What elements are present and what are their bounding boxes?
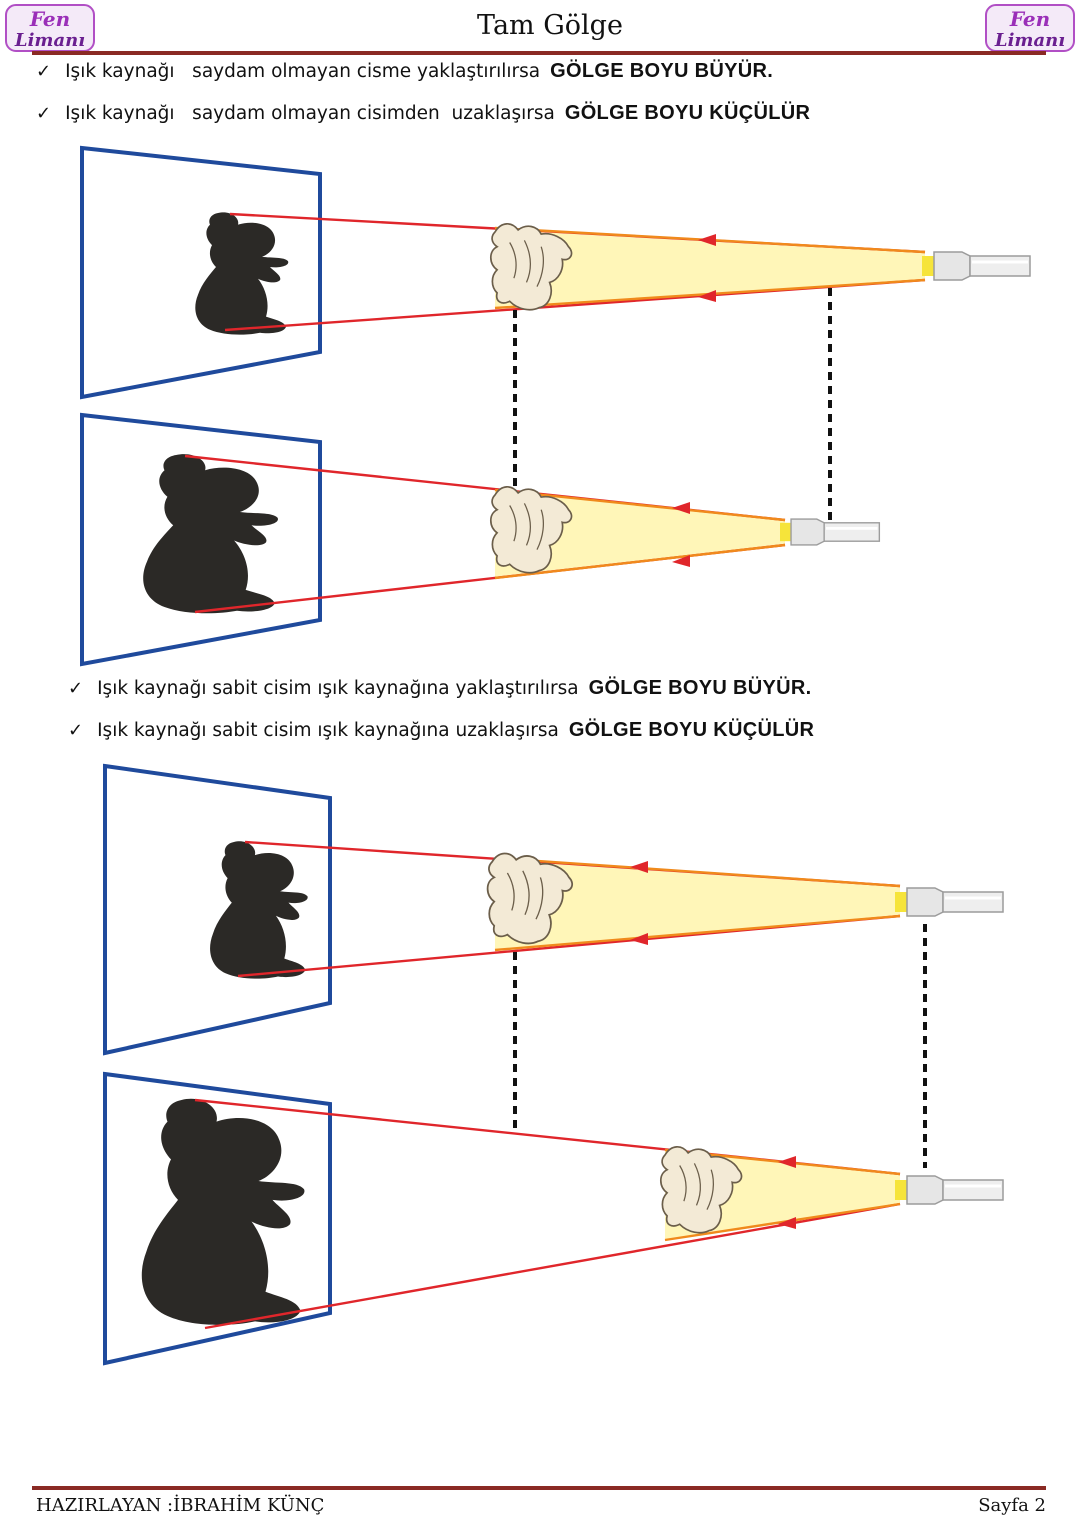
flashlight	[895, 888, 1003, 916]
bullet-emphasis: GÖLGE BOYU BÜYÜR.	[550, 60, 774, 82]
bullet-item	[36, 60, 773, 83]
bullet-text: Işık kaynağı sabit cisim ışık kaynağına yaklaştırılırsa	[97, 678, 579, 699]
flashlight	[895, 1176, 1003, 1204]
svg-text:Fen: Fen	[1009, 7, 1051, 31]
bullet-emphasis: GÖLGE BOYU KÜÇÜLÜR	[568, 719, 815, 741]
bullet-emphasis: GÖLGE BOYU BÜYÜR.	[588, 677, 812, 699]
bullet-emphasis: GÖLGE BOYU KÜÇÜLÜR	[564, 102, 811, 124]
bullet-item	[36, 102, 810, 125]
check-icon: ✓	[36, 61, 52, 82]
svg-text:Limanı: Limanı	[14, 30, 86, 51]
footer-rule	[32, 1486, 1046, 1490]
bullet-item	[68, 677, 812, 700]
flashlight	[922, 252, 1030, 280]
shadow-diagram-object-moved	[0, 760, 1080, 1370]
shadow-diagram-source-moved	[0, 140, 1080, 670]
footer-author: HAZIRLAYAN :İBRAHİM KÜNÇ	[36, 1495, 325, 1516]
fen-limani-logo-right	[984, 2, 1076, 54]
header-rule	[32, 51, 1046, 55]
svg-text:Fen: Fen	[29, 7, 71, 31]
check-icon: ✓	[68, 678, 84, 699]
bullet-text: Işık kaynağı sabit cisim ışık kaynağına uzaklaşırsa	[97, 720, 559, 741]
page-title: Tam Gölge	[477, 10, 623, 41]
bullet-text: Işık kaynağı saydam olmayan cisme yaklaştırılırsa	[65, 61, 541, 82]
flashlight	[780, 519, 879, 545]
bullet-text: Işık kaynağı saydam olmayan cisimden uzaklaşırsa	[65, 103, 555, 124]
page-number: Sayfa 2	[978, 1495, 1046, 1516]
svg-text:Limanı: Limanı	[994, 30, 1066, 51]
bullet-item	[68, 719, 814, 742]
check-icon: ✓	[68, 720, 84, 741]
check-icon: ✓	[36, 103, 52, 124]
